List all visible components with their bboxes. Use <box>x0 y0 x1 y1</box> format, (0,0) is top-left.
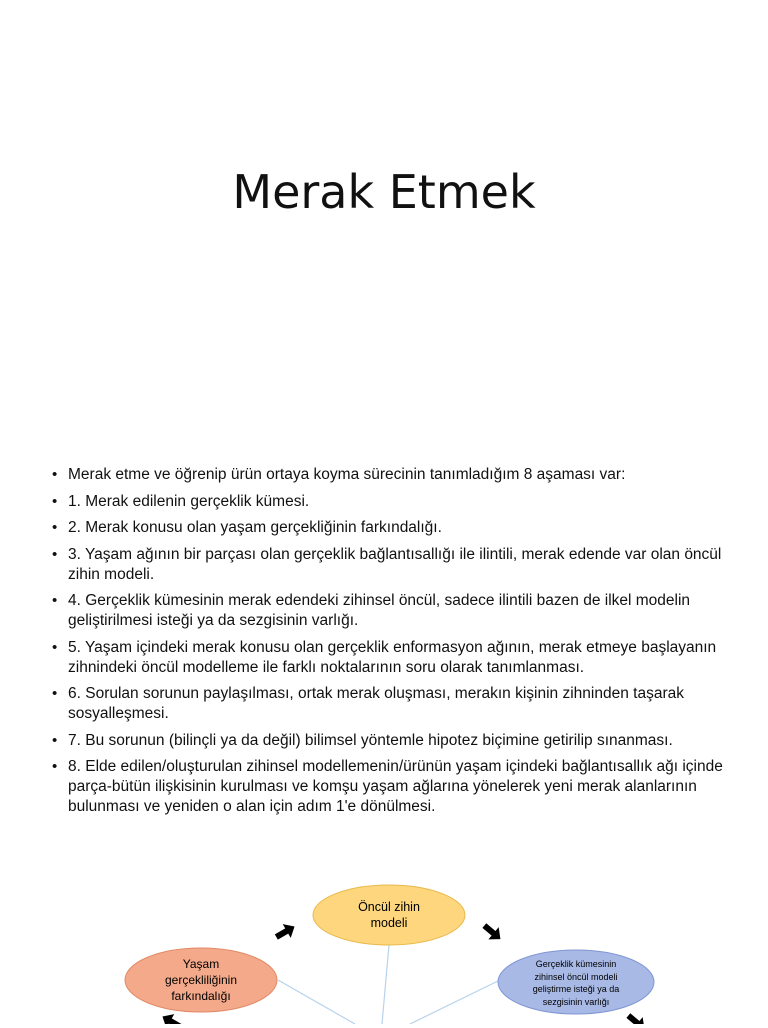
bullet-text: 5. Yaşam içindeki merak konusu olan gerçeklik enformasyon ağının, merak etmeye başlayanın zihnindeki öncül modelleme ile farklı noktalarının soru olarak tanımlanması. <box>68 638 717 676</box>
connector-line <box>410 980 500 1024</box>
bullet-dot: • <box>52 685 58 702</box>
bullet-dot: • <box>52 466 58 483</box>
bullet-text: 1. Merak edilenin gerçeklik kümesi. <box>68 492 310 510</box>
bullet-dot: • <box>52 758 58 775</box>
bullet-item <box>50 545 740 585</box>
bullet-item <box>50 492 740 512</box>
bullet-item <box>50 518 740 538</box>
bullet-item <box>50 638 740 678</box>
bullet-item <box>50 731 740 751</box>
bullet-item <box>50 757 740 817</box>
bullet-dot: • <box>52 592 58 609</box>
right-node-label: Gerçeklik kümesinin zihinsel öncül modeli geliştirme isteği ya da sezgisinin varlığı <box>532 959 620 1007</box>
bullet-text: 8. Elde edilen/oluşturulan zihinsel modellemenin/ürünün yaşam içindeki bağlantısallık ağı içinde parça-bütün ilişkisinin kurulması ve komşu yaşam ağlarına yönelerek yeni merak alanlarının bulunması ve yeniden o alan için adım 1'e dönülmesi. <box>68 758 723 815</box>
left-node-label: Yaşam gerçekliliğinin farkındalığı <box>164 957 238 1003</box>
bullet-text: 7. Bu sorunun (bilinçli ya da değil) bilimsel yöntemle hipotez biçimine getirilip sınanması. <box>68 731 673 749</box>
bullet-item <box>50 684 740 724</box>
slide-title: Merak Etmek <box>232 165 536 219</box>
bullet-text: 3. Yaşam ağının bir parçası olan gerçeklik bağlantısallığı ile ilintili, merak edende var olan öncül zihin modeli. <box>68 545 722 583</box>
bullet-dot: • <box>52 545 58 563</box>
cycle-diagram <box>0 860 768 1024</box>
arrow-down-right-icon <box>479 919 505 945</box>
cycle-diagram-graphic <box>0 860 768 1024</box>
bullet-text: 6. Sorulan sorunun paylaşılması, ortak merak oluşması, merakın kişinin zihninden taşarak sosyalleşmesi. <box>68 685 684 722</box>
bullet-item <box>50 591 740 631</box>
bullet-text: 4. Gerçeklik kümesinin merak edendeki zihinsel öncül, sadece ilintili bazen de ilkel modelin geliştirilmesi isteği ya da sezgisinin varlığı. <box>68 592 691 629</box>
arrow-up-right-icon <box>272 920 298 944</box>
bullet-dot: • <box>52 492 58 510</box>
connector-line <box>278 980 355 1024</box>
arrow-left-icon <box>158 1010 184 1024</box>
bullet-item <box>50 465 740 485</box>
bullet-dot: • <box>52 638 58 656</box>
top-node-label: Öncül zihin modeli <box>358 900 420 930</box>
connector-line <box>382 945 389 1024</box>
bullet-list <box>50 465 740 824</box>
arrow-down-right-icon <box>623 1009 649 1024</box>
bullet-text: 2. Merak konusu olan yaşam gerçekliğinin farkındalığı. <box>68 519 442 536</box>
bullet-dot: • <box>52 731 58 749</box>
bullet-dot: • <box>52 519 58 536</box>
bullet-text: Merak etme ve öğrenip ürün ortaya koyma sürecinin tanımladığım 8 aşaması var: <box>68 466 626 483</box>
